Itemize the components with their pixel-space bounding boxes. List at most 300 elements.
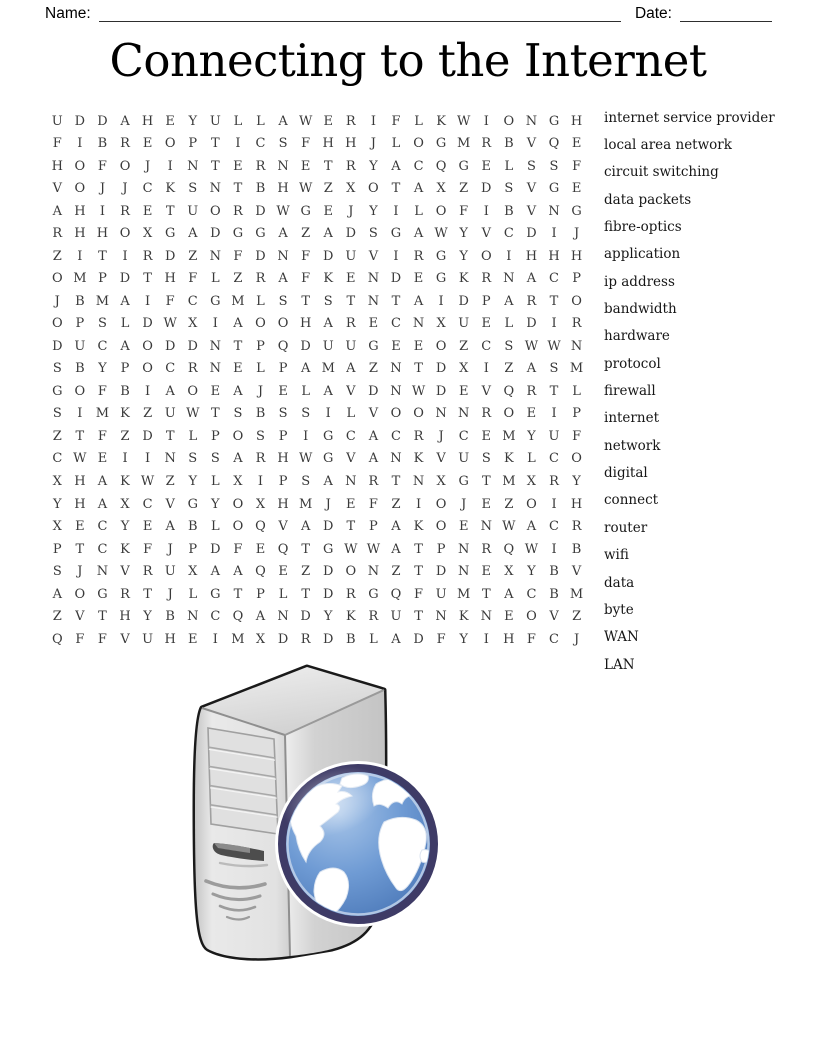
grid-letter: P: [278, 474, 288, 489]
grid-letter: G: [548, 113, 560, 129]
grid-letter: H: [141, 113, 154, 129]
grid-letter: I: [145, 451, 151, 467]
grid-letter: J: [348, 203, 354, 219]
grid-letter: U: [187, 203, 199, 219]
grid-letter: N: [480, 519, 492, 535]
grid-letter: E: [255, 541, 266, 557]
grid-letter: Z: [52, 609, 62, 625]
word-list-item: network: [604, 437, 661, 454]
grid-letter: K: [413, 519, 424, 535]
grid-letter: G: [255, 226, 266, 242]
grid-letter: T: [98, 609, 107, 625]
grid-letter: C: [503, 226, 514, 242]
grid-letter: C: [52, 451, 63, 467]
grid-letter: N: [277, 158, 289, 174]
grid-letter: L: [391, 136, 401, 152]
grid-letter: T: [165, 428, 175, 444]
grid-letter: H: [503, 631, 515, 647]
grid-letter: D: [435, 383, 447, 399]
grid-letter: Q: [435, 158, 447, 174]
grid-letter: A: [120, 293, 130, 309]
grid-letter: W: [524, 541, 539, 557]
grid-letter: V: [526, 203, 537, 219]
grid-letter: A: [300, 361, 311, 377]
grid-letter: Q: [390, 586, 402, 602]
grid-letter: H: [74, 203, 86, 219]
grid-letter: G: [323, 428, 334, 444]
grid-letter: U: [458, 451, 470, 467]
grid-letter: C: [187, 293, 198, 309]
grid-letter: P: [572, 406, 581, 422]
grid-letter: C: [142, 181, 153, 197]
grid-letter: V: [549, 609, 559, 625]
grid-letter: O: [210, 203, 221, 219]
grid-letter: S: [188, 181, 198, 197]
word-list-item: data: [604, 574, 635, 591]
grid-letter: O: [277, 316, 289, 332]
grid-letter: D: [323, 586, 334, 602]
grid-letter: O: [164, 136, 176, 152]
grid-letter: O: [142, 338, 153, 354]
grid-letter: Q: [277, 338, 289, 354]
grid-letter: F: [188, 271, 198, 287]
grid-letter: W: [276, 203, 290, 219]
grid-letter: A: [233, 564, 243, 580]
grid-letter: I: [122, 248, 128, 264]
grid-letter: B: [75, 361, 85, 377]
grid-letter: S: [301, 406, 311, 422]
grid-letter: B: [255, 406, 266, 422]
grid-letter: R: [345, 158, 356, 174]
grid-letter: K: [458, 609, 469, 625]
grid-letter: T: [233, 586, 243, 602]
grid-letter: N: [390, 361, 402, 377]
grid-letter: F: [233, 248, 243, 264]
grid-letter: B: [165, 609, 175, 625]
grid-letter: A: [346, 361, 356, 377]
grid-letter: S: [278, 293, 288, 309]
grid-letter: O: [51, 316, 63, 332]
grid-letter: N: [503, 271, 515, 287]
grid-letter: O: [435, 338, 447, 354]
grid-letter: T: [211, 406, 220, 422]
grid-letter: S: [52, 361, 62, 377]
grid-letter: L: [211, 474, 220, 489]
grid-letter: Z: [504, 496, 514, 512]
grid-letter: I: [370, 113, 376, 129]
grid-letter: R: [481, 541, 492, 557]
grid-letter: H: [96, 226, 109, 242]
grid-letter: A: [323, 474, 333, 489]
word-list-item: byte: [604, 601, 634, 618]
grid-letter: J: [144, 158, 151, 174]
grid-letter: N: [570, 338, 583, 354]
grid-letter: E: [142, 203, 153, 219]
grid-letter: O: [345, 564, 357, 580]
grid-letter: M: [231, 631, 245, 647]
word-list-item: WAN: [604, 629, 639, 646]
grid-letter: A: [120, 338, 130, 354]
grid-letter: K: [120, 541, 130, 557]
grid-letter: T: [165, 203, 175, 219]
grid-letter: Y: [120, 519, 130, 535]
grid-letter: R: [300, 631, 311, 647]
grid-letter: A: [278, 226, 288, 242]
grid-letter: O: [526, 609, 537, 625]
grid-letter: X: [346, 181, 356, 197]
grid-letter: U: [345, 248, 357, 264]
grid-letter: F: [97, 631, 107, 647]
grid-letter: R: [571, 316, 582, 332]
grid-letter: E: [571, 136, 582, 152]
grid-letter: G: [435, 248, 447, 264]
grid-letter: I: [483, 361, 489, 377]
grid-letter: X: [436, 474, 446, 489]
grid-letter: R: [413, 428, 424, 444]
grid-letter: Z: [368, 361, 378, 377]
grid-letter: C: [390, 316, 401, 332]
grid-letter: N: [345, 474, 357, 489]
page-title: Connecting to the Internet: [109, 34, 707, 87]
grid-letter: E: [413, 338, 424, 354]
grid-letter: T: [549, 383, 559, 399]
grid-letter: E: [323, 113, 333, 129]
grid-letter: O: [51, 271, 63, 287]
grid-letter: X: [142, 226, 153, 242]
grid-letter: Z: [301, 564, 311, 580]
grid-letter: L: [278, 586, 288, 602]
grid-letter: T: [211, 136, 220, 152]
grid-letter: A: [52, 203, 62, 219]
grid-letter: N: [480, 609, 492, 625]
grid-letter: D: [255, 248, 266, 264]
grid-letter: E: [391, 338, 401, 354]
grid-letter: D: [119, 271, 131, 287]
grid-letter: N: [390, 383, 402, 399]
grid-letter: I: [438, 293, 444, 309]
grid-letter: M: [502, 428, 516, 444]
grid-letter: B: [504, 136, 514, 152]
grid-letter: X: [459, 361, 469, 377]
grid-letter: R: [526, 383, 537, 399]
grid-letter: R: [255, 451, 266, 467]
grid-letter: Q: [548, 136, 560, 152]
grid-letter: U: [164, 564, 176, 580]
grid-letter: D: [435, 361, 447, 377]
grid-letter: F: [143, 541, 153, 557]
grid-letter: A: [323, 316, 333, 332]
grid-letter: X: [52, 474, 62, 489]
server-globe-illustration: [170, 658, 470, 980]
grid-letter: F: [75, 631, 85, 647]
grid-letter: J: [573, 226, 580, 242]
grid-letter: O: [119, 226, 131, 242]
grid-letter: Z: [52, 248, 62, 264]
word-list-item: protocol: [604, 355, 661, 372]
grid-letter: T: [301, 293, 310, 309]
grid-letter: K: [120, 406, 130, 422]
date-input-line[interactable]: [680, 6, 772, 22]
grid-letter: W: [524, 338, 539, 354]
grid-letter: Z: [459, 181, 469, 197]
grid-letter: J: [122, 181, 128, 197]
grid-letter: A: [526, 519, 537, 535]
grid-letter: A: [526, 271, 537, 287]
grid-letter: L: [527, 451, 536, 467]
grid-letter: I: [212, 631, 218, 647]
grid-letter: E: [142, 136, 153, 152]
grid-letter: W: [140, 474, 155, 489]
grid-letter: N: [209, 248, 222, 264]
grid-letter: Z: [233, 271, 243, 287]
grid-letter: S: [368, 226, 378, 242]
grid-letter: I: [551, 541, 557, 557]
grid-letter: G: [164, 226, 176, 242]
grid-letter: J: [99, 181, 106, 197]
grid-letter: Y: [369, 158, 378, 174]
grid-letter: E: [323, 203, 333, 219]
grid-letter: A: [391, 541, 401, 557]
grid-letter: O: [142, 361, 153, 377]
grid-letter: B: [549, 586, 559, 602]
grid-letter: I: [551, 316, 557, 332]
grid-letter: D: [345, 226, 357, 242]
grid-letter: A: [504, 293, 514, 309]
grid-letter: D: [255, 203, 266, 219]
grid-letter: G: [435, 136, 447, 152]
grid-letter: V: [481, 226, 491, 242]
grid-letter: F: [572, 428, 582, 444]
grid-letter: L: [188, 428, 198, 444]
word-list-item: fibre-optics: [604, 219, 682, 236]
grid-letter: W: [344, 541, 358, 557]
grid-letter: R: [120, 136, 130, 152]
grid-letter: M: [457, 136, 471, 152]
grid-letter: A: [97, 474, 108, 489]
grid-letter: B: [346, 631, 356, 647]
grid-letter: C: [549, 631, 559, 647]
grid-letter: U: [458, 316, 470, 332]
grid-letter: P: [188, 541, 198, 557]
grid-letter: D: [164, 248, 176, 264]
grid-letter: Y: [323, 609, 333, 625]
grid-letter: V: [368, 406, 379, 422]
grid-letter: V: [75, 609, 85, 625]
grid-letter: A: [368, 451, 379, 467]
grid-letter: M: [502, 474, 516, 489]
grid-letter: C: [413, 158, 424, 174]
grid-letter: L: [256, 113, 265, 129]
name-input-line[interactable]: [99, 6, 621, 22]
grid-letter: X: [526, 474, 537, 489]
grid-letter: P: [120, 361, 130, 377]
grid-letter: R: [571, 519, 582, 535]
grid-letter: P: [256, 586, 265, 602]
grid-letter: G: [187, 496, 198, 512]
grid-letter: A: [278, 113, 288, 129]
grid-letter: O: [187, 383, 199, 399]
grid-letter: Y: [369, 203, 378, 219]
grid-letter: T: [391, 474, 401, 489]
wordsearch-grid: [46, 110, 588, 650]
grid-letter: O: [435, 519, 447, 535]
grid-letter: P: [75, 316, 85, 332]
grid-letter: Z: [143, 406, 153, 422]
grid-letter: A: [165, 519, 175, 535]
grid-letter: G: [323, 451, 334, 467]
grid-letter: Q: [232, 609, 244, 625]
grid-letter: Z: [391, 496, 401, 512]
grid-letter: J: [77, 564, 83, 580]
grid-letter: F: [301, 271, 311, 287]
grid-letter: X: [233, 474, 243, 489]
grid-letter: E: [458, 383, 469, 399]
grid-letter: O: [413, 406, 424, 422]
grid-letter: E: [278, 564, 288, 580]
grid-letter: I: [551, 406, 557, 422]
grid-letter: N: [96, 564, 109, 580]
grid-letter: N: [367, 564, 380, 580]
grid-letter: E: [278, 383, 288, 399]
grid-letter: D: [97, 113, 108, 129]
grid-letter: A: [413, 226, 424, 242]
grid-letter: E: [413, 271, 424, 287]
grid-letter: Q: [255, 564, 266, 580]
grid-letter: D: [210, 541, 221, 557]
word-list-item: application: [604, 246, 681, 263]
grid-letter: E: [526, 406, 537, 422]
grid-letter: I: [393, 203, 399, 219]
grid-letter: N: [458, 406, 470, 422]
grid-letter: R: [255, 271, 266, 287]
grid-letter: W: [298, 451, 313, 467]
grid-letter: F: [97, 158, 107, 174]
grid-letter: A: [391, 631, 401, 647]
grid-letter: B: [187, 519, 198, 535]
grid-letter: T: [75, 428, 85, 444]
grid-letter: B: [75, 293, 85, 309]
grid-letter: J: [167, 541, 173, 557]
grid-letter: R: [526, 293, 537, 309]
grid-letter: N: [209, 181, 222, 197]
grid-letter: H: [322, 136, 334, 152]
grid-letter: C: [97, 541, 108, 557]
grid-letter: I: [506, 248, 512, 264]
grid-letter: H: [277, 181, 289, 197]
grid-letter: V: [165, 496, 175, 512]
grid-letter: K: [345, 609, 356, 625]
grid-letter: Y: [527, 564, 536, 580]
grid-letter: D: [300, 609, 311, 625]
grid-letter: A: [323, 383, 333, 399]
grid-letter: J: [54, 293, 60, 309]
grid-letter: W: [298, 181, 313, 197]
grid-letter: T: [414, 361, 423, 377]
grid-letter: Y: [527, 428, 536, 444]
grid-letter: H: [74, 496, 86, 512]
grid-letter: U: [164, 406, 176, 422]
grid-letter: S: [504, 338, 514, 354]
grid-letter: S: [278, 136, 288, 152]
grid-letter: T: [391, 181, 401, 197]
grid-letter: Y: [188, 113, 198, 129]
grid-letter: O: [571, 451, 582, 467]
grid-letter: O: [232, 428, 244, 444]
grid-letter: S: [52, 406, 62, 422]
grid-letter: E: [368, 316, 379, 332]
grid-letter: B: [97, 136, 108, 152]
grid-letter: C: [526, 586, 537, 602]
grid-letter: C: [549, 271, 559, 287]
grid-letter: O: [74, 383, 86, 399]
grid-letter: L: [301, 383, 310, 399]
grid-letter: D: [435, 564, 447, 580]
grid-letter: X: [504, 564, 514, 580]
grid-letter: J: [370, 136, 376, 152]
grid-letter: I: [303, 428, 309, 444]
grid-letter: C: [210, 609, 221, 625]
grid-letter: J: [167, 586, 173, 602]
grid-letter: P: [278, 428, 288, 444]
grid-letter: R: [345, 113, 356, 129]
grid-letter: O: [435, 496, 447, 512]
grid-letter: K: [323, 271, 334, 287]
grid-letter: Z: [188, 248, 198, 264]
grid-letter: F: [52, 136, 62, 152]
grid-letter: D: [413, 631, 424, 647]
grid-letter: E: [75, 519, 85, 535]
grid-letter: R: [345, 586, 356, 602]
grid-letter: S: [481, 451, 491, 467]
grid-letter: J: [257, 383, 264, 399]
word-list-item: router: [604, 519, 648, 536]
grid-letter: G: [368, 586, 379, 602]
grid-letter: F: [165, 293, 175, 309]
grid-letter: N: [367, 293, 380, 309]
grid-letter: F: [414, 586, 424, 602]
grid-letter: E: [300, 158, 311, 174]
grid-letter: Y: [188, 474, 198, 489]
grid-letter: N: [187, 158, 199, 174]
grid-letter: A: [391, 519, 401, 535]
grid-letter: Z: [301, 226, 311, 242]
grid-letter: W: [298, 113, 313, 129]
grid-letter: R: [481, 271, 492, 287]
grid-letter: I: [483, 203, 489, 219]
grid-letter: D: [52, 338, 63, 354]
grid-letter: S: [278, 406, 288, 422]
grid-letter: I: [483, 631, 489, 647]
grid-letter: C: [549, 451, 559, 467]
grid-letter: X: [52, 519, 62, 535]
grid-letter: S: [97, 316, 107, 332]
grid-letter: U: [142, 631, 154, 647]
grid-letter: M: [231, 293, 245, 309]
word-list-item: hardware: [604, 328, 670, 345]
grid-letter: I: [325, 406, 331, 422]
grid-letter: D: [323, 631, 334, 647]
grid-letter: Z: [504, 361, 514, 377]
grid-letter: O: [503, 113, 515, 129]
grid-letter: O: [74, 181, 86, 197]
grid-letter: A: [504, 586, 514, 602]
grid-letter: S: [256, 428, 265, 444]
grid-letter: C: [165, 361, 176, 377]
grid-letter: Z: [52, 428, 62, 444]
grid-letter: P: [52, 541, 62, 557]
grid-letter: N: [164, 451, 176, 467]
grid-letter: N: [458, 541, 470, 557]
